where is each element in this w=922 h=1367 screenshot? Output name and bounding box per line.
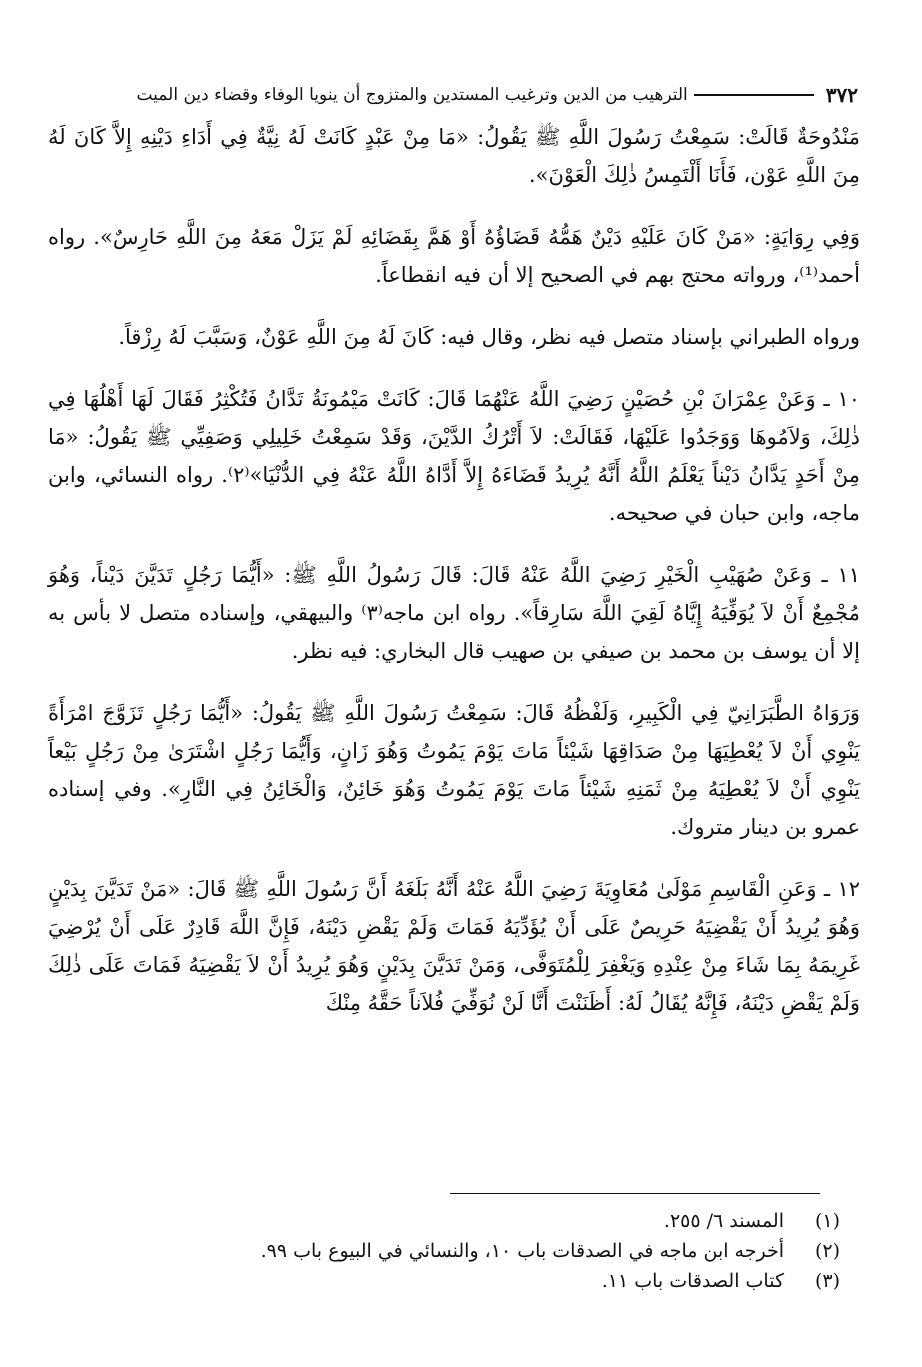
header-rule [694,94,814,96]
paragraph: ورواه الطبراني بإسناد متصل فيه نظر، وقال فيه: كَانَ لَهُ مِنَ اللَّهِ عَوْنٌ، وَسَبَّبَ لَهُ رِزْقاً. [118,325,860,349]
page-number: ٣٧٢ [825,83,858,107]
hadith-12: ١٢ ـ وَعَنِ الْقَاسِمِ مَوْلَىٰ مُعَاوِيَةَ رَضِيَ اللَّهُ عَنْهُ أَنَّهُ بَلَغَهُ أَنَّ رَسُولَ اللَّهِ ﷺ قَالَ: «مَنْ تَدَيَّنَ بِدَيْنٍ وَهُوَ يُرِيدُ أَنْ يَقْضِيَهُ حَرِيصٌ عَلَى أَنْ يُؤَدِّيَهُ فَمَاتَ وَلَمْ يَقْضِ دَيْنَهُ، فَإِنَّ اللَّهَ قَادِرٌ عَلَى أَنْ يُرْضِيَ غَرِيمَهُ بِمَا شَاءَ مِنْ عِنْدِهِ وَيَغْفِرَ لِلْمُتَوَفَّى، وَمَنْ تَدَيَّنَ بِدَيْنٍ وَهُوَ يُرِيدُ أَنْ لاَ يَقْضِيَهُ فَمَاتَ عَلَى ذٰلِكَ وَلَمْ يَقْضِ دَيْنَهُ، فَإِنَّهُ يُقَالُ لَهُ: أَظَنَنْتَ أَنَّا لَنْ نُوَفِّيَ فُلاَناً حَقَّهُ مِنْكَ [48,877,860,1015]
paragraph: مَنْدُوحَةٌ قَالَتْ: سَمِعْتُ رَسُولَ اللَّهِ ﷺ يَقُولُ: «مَا مِنْ عَبْدٍ كَانَتْ لَهُ نِيَّةٌ فِي أَدَاءِ دَيْنِهِ إِلاَّ كَانَ لَهُ مِنَ اللَّهِ عَوْن، فَأَنَا أَلْتَمِسُ ذٰلِكَ الْعَوْنَ». [48,125,860,187]
main-text [48,118,860,1046]
footnote [60,1206,840,1236]
footnote-number: (١) [814,1210,840,1232]
footnote-separator [450,1193,820,1194]
page-header [58,80,858,110]
footnotes [60,1206,840,1296]
paragraph: وَرَوَاهُ الطَّبَرَانِيّ فِي الْكَبِيرِ، وَلَفْظُهُ قَالَ: سَمِعْتُ رَسُولَ اللَّهِ ﷺ يَقُولُ: «أَيُّمَا رَجُلٍ تَزَوَّجَ امْرَأَةً يَنْوِي أَنْ لاَ يُعْطِيَهَا مِنْ صَدَاقِهَا شَيْئاً مَاتَ يَوْمَ يَمُوتُ وَهُوَ زَانٍ، وَأَيُّمَا رَجُلٍ اشْتَرَىٰ مِنْ رَجُلٍ بَيْعاً يَنْوِي أَنْ لاَ يُعْطِيَهُ مِنْ ثَمَنِهِ شَيْئاً مَاتَ يَوْمَ يَمُوتُ وَهُوَ خَائِنٌ، وَالْخَائِنُ فِي النَّارِ». وفي إسناده عمرو بن دينار متروك. [48,701,860,839]
hadith-11: ١١ ـ وَعَنْ صُهَيْبِ الْخَيْرِ رَضِيَ اللَّهُ عَنْهُ قَالَ: قَالَ رَسُولُ اللَّهِ ﷺ: «أَيُّمَا رَجُلٍ تَدَيَّنَ دَيْناً، وَهُوَ مُجْمِعٌ أَنْ لاَ يُوَفِّيَهُ إِيَّاهُ لَقِيَ اللَّهَ سَارِقاً». رواه ابن ماجه⁽٣⁾ والبيهقي، وإسناده متصل لا بأس به إلا أن يوسف بن محمد بن صيفي بن صهيب قال البخاري: فيه نظر. [48,563,860,663]
footnote [60,1266,840,1296]
footnote-text: أخرجه ابن ماجه في الصدقات باب ١٠، والنسائي في البيوع باب ٩٩. [260,1240,784,1262]
hadith-10: ١٠ ـ وَعَنْ عِمْرَانَ بْنِ حُصَيْنٍ رَضِيَ اللَّهُ عَنْهُمَا قَالَ: كَانَتْ مَيْمُونَةُ تَدَّانُ فَتُكْثِرُ فَقَالَ لَهَا أَهْلُهَا فِي ذٰلِكَ، وَلاَمُوهَا وَوَجَدُوا عَلَيْهَا، فَقَالَتْ: لاَ أَتْرُكُ الدَّيْنَ، وَقَدْ سَمِعْتُ خَلِيلِي وَصَفِيِّي ﷺ يَقُولُ: «مَا مِنْ أَحَدٍ يَدَّانُ دَيْناً يَعْلَمُ اللَّهُ أَنَّهُ يُرِيدُ قَضَاءَهُ إِلاَّ أَدَّاهُ اللَّهُ عَنْهُ فِي الدُّنْيَا»⁽٢⁾. رواه النسائي، وابن ماجه، وابن حبان في صحيحه. [48,387,860,525]
footnote-number: (٢) [814,1240,840,1262]
footnote-number: (٣) [814,1270,840,1292]
paragraph: وَفِي رِوَايَةٍ: «مَنْ كَانَ عَلَيْهِ دَيْنٌ هَمُّهُ قَضَاؤُهُ أَوْ هَمَّ بِقَضَائِهِ لَمْ يَزَلْ مَعَهُ مِنَ اللَّهِ حَارِسٌ». رواه أحمد⁽¹⁾، ورواته محتج بهم في الصحيح إلا أن فيه انقطاعاً. [48,225,860,287]
running-title: الترهيب من الدين وترغيب المستدين والمتزوج أن ينويا الوفاء وقضاء دين الميت [136,85,688,105]
footnote-text: كتاب الصدقات باب ١١. [601,1270,784,1292]
footnote-text: المسند ٦/ ٢٥٥. [663,1210,784,1232]
footnote [60,1236,840,1266]
